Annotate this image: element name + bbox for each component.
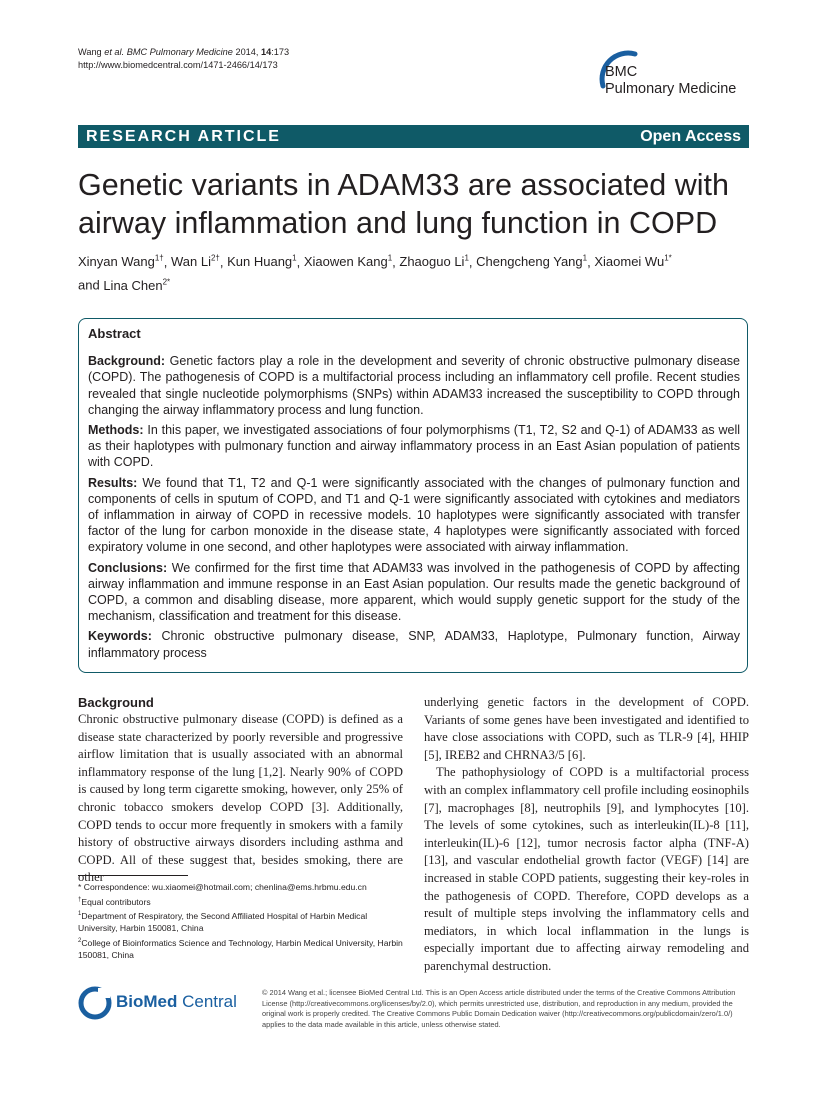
publisher-logo-circle-icon xyxy=(78,986,112,1020)
abstract-keywords: Keywords: Chronic obstructive pulmonary disease, SNP, ADAM33, Haplotype, Pulmonary function, Airway inflammatory process xyxy=(88,629,740,660)
body-column-right xyxy=(424,694,749,976)
section-heading-background: Background xyxy=(78,695,154,710)
author: Lina Chen$^{2*}$ xyxy=(103,277,171,293)
affiliation-2: $^2$College of Bioinformatics Science and Technology, Harbin Medical University, Harbin 150081, China xyxy=(78,937,403,961)
author: Xiaowen Kang$^1$ xyxy=(303,254,393,270)
abstract-conclusions: Conclusions: We confirmed for the first time that ADAM33 was involved in the pathogenesis of COPD by affecting airway inflammation and immune response in an East Asian population. Our results made the genetic background of COPD, a common and disabling disease, more apparent, which would supply genetic support for the study of the mechanism, classification and treatment for this disease. xyxy=(88,560,740,624)
logo-line-2: Pulmonary Medicine xyxy=(605,81,737,97)
author: Wan $Li^{2\dagger}$ xyxy=(170,254,220,270)
abstract-methods: Methods: In this paper, we investigated associations of four polymorphisms (T1, T2, S2 and Q-1) of ADAM33 as well as their haplotypes with pulmonary function and airway inflammatory process in an East Asian population of patients with COPD. xyxy=(88,423,740,470)
affiliation-1: $^1$Department of Respiratory, the Second Affiliated Hospital of Harbin Medical University, Harbin 150081, China xyxy=(78,910,368,934)
footnote-divider xyxy=(78,875,188,876)
journal-logo xyxy=(595,46,765,106)
article-type-label: RESEARCH ARTICLE xyxy=(86,128,281,145)
author: Chengcheng Yang$^1$ xyxy=(476,254,588,270)
body-paragraph: Chronic obstructive pulmonary disease (COPD) is defined as a disease state characterized by poorly reversible and progressive airflow limitation that is usually associated with an abnormal inflammatory response of the lung [1,2]. Nearly 90% of COPD is caused by long term cigarette smoking, however, only 25% of chronic tobacco smokers develop COPD [3]. Additionally, COPD tends to occur more frequently in smokers with a family history of obstructive airways disorders including asthma and COPD. All of these suggest that, besides smoking, there are other xyxy=(78,712,403,885)
citation-header xyxy=(78,46,289,72)
citation-journal: BMC Pulmonary Medicine xyxy=(124,47,233,57)
footnotes xyxy=(78,881,408,962)
abstract-results: Results: We found that T1, T2 and Q-1 were significantly associated with the changes of pulmonary function and components of cells in sputum of COPD, and T1 and Q-1 were significantly associated with cytokines and mediators of inflammation in airway of COPD in recessive models. 10 haplotypes were significantly associated with transfer factor of the lung for carbon monoxide in the disease state, 4 haplotypes were significantly associated with forced expiratory volume in one second, and other haplotypes were associated with airway inflammation. xyxy=(88,475,740,555)
publisher-logo xyxy=(78,986,243,1022)
equal-contrib-note: †Equal contributors xyxy=(78,896,151,907)
citation-volume: 14 xyxy=(261,47,272,57)
correspondence-note: * Correspondence: wu.xiaomei@hotmail.com; chenlina@ems.hrbmu.edu.cn xyxy=(78,882,367,892)
journal-logo-text xyxy=(605,64,736,98)
citation-etal: et al. xyxy=(104,47,125,57)
author-list: Xinyan Wang$^{1\dagger}$, Wan $Li^{2\dagger}$, Kun Huang$^1$, Xiaowen Kang$^1$, Zhaoguo Li$^1$, Chengcheng Yang$^1$, Xiaomei $Wu^{1*}$ and Lina Chen$^{2*}$ xyxy=(78,254,672,293)
publisher-logo-text: BioMed Central xyxy=(116,992,237,1011)
license-statement: © 2014 Wang et al.; licensee BioMed Central Ltd. This is an Open Access article distributed under the terms of the Creative Commons Attribution License (http://creativecommons.org/licenses/by/2.0), which permits unrestricted use, distribution, and reproduction in any medium, provided the original work is properly credited. The Creative Commons Public Domain Dedication waiver (http://creativecommons.org/publicdomain/zero/1.0/) applies to the data made available in this article, unless otherwise stated. xyxy=(262,988,736,1029)
citation-year: 2014, xyxy=(232,47,262,57)
article-url[interactable]: http://www.biomedcentral.com/1471-2466/14/173 xyxy=(78,60,278,70)
abstract-heading: Abstract xyxy=(88,326,141,341)
body-paragraph: underlying genetic factors in the development of COPD. Variants of some genes have been investigated and identified to have close associations with COPD, such as TLR-9 [4], HHIP [5], IREB2 and CHRNA3/5 [6]. xyxy=(424,695,749,762)
citation-line xyxy=(78,46,289,59)
author: Xinyan Wang$^{1\dagger}$ xyxy=(78,254,164,270)
logo-line-1: BMC xyxy=(605,64,638,80)
title-line-2: airway inflammation and lung function in COPD xyxy=(78,206,718,240)
author: Zhaoguo Li$^1$ xyxy=(399,254,469,270)
article-type-banner xyxy=(78,125,749,148)
body-column-left xyxy=(78,694,403,887)
abstract-box xyxy=(78,318,748,673)
author: Xiaomei $Wu^{1*}$ xyxy=(594,254,672,270)
abstract-content xyxy=(88,326,740,665)
author: Kun Huang$^1$ xyxy=(227,254,297,270)
authors-and: and xyxy=(78,277,100,293)
article-title xyxy=(78,166,768,242)
abstract-background: Background: Genetic factors play a role in the development and severity of chronic obstructive pulmonary disease (COPD). The pathogenesis of COPD is a multifactorial process including an inflammatory cell profile. Recent studies revealed that single nucleotide polymorphisms (SNPs) within ADAM33 increased the susceptibility to COPD through changing the airway inflammatory process and lung function. xyxy=(88,354,740,417)
citation-page: :173 xyxy=(271,47,290,57)
open-access-label: Open Access xyxy=(640,128,741,145)
title-line-1: Genetic variants in ADAM33 are associated with xyxy=(78,168,729,202)
citation-authors: Wang xyxy=(78,47,105,57)
body-paragraph: The pathophysiology of COPD is a multifactorial process with an complex inflammatory cell profile including eosinophils [7], macrophages [8], neutrophils [9], and lymphocytes [10]. The levels of some cytokines, such as interleukin(IL)-8 [11], interleukin(IL)-6 [12], tumor necrosis factor alpha (TNF-A) [13], and vascular endothelial growth factor (VEGF) [14] are increased in stable COPD patients, suggesting their key-roles in the pathogenesis of COPD. Therefore, COPD develops as a result of multiple steps involving the inflammatory cells and mediators, in which local inflammation in the lungs is especially important due to affecting airway remodeling and parenchymal destruction. xyxy=(424,765,749,973)
